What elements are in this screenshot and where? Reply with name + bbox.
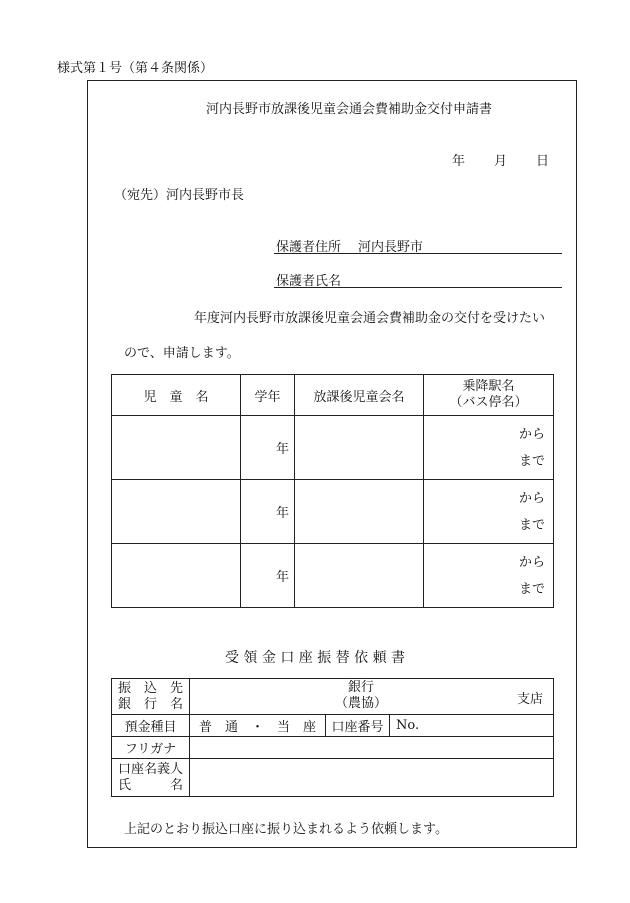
table-row <box>112 416 554 480</box>
bank-destination-label-line2: 銀 行 名 <box>117 696 183 712</box>
header-grade: 学年 <box>241 375 295 416</box>
bank-section-title: 受 領 金 口 座 振 替 依 頼 書 <box>224 650 406 666</box>
date-month-label: 月 <box>494 154 508 169</box>
grade-cell[interactable] <box>241 416 295 480</box>
account-holder-label-line2: 氏 名 <box>117 777 183 793</box>
account-number-input[interactable] <box>390 715 554 737</box>
club-name-cell[interactable] <box>295 480 424 544</box>
child-name-cell[interactable] <box>112 544 241 608</box>
account-holder-row <box>112 759 554 797</box>
guardian-address-label: 保護者住所 <box>276 240 342 255</box>
bank-suffix <box>335 680 387 712</box>
header-station-line1: 乗降駅名 <box>462 379 515 394</box>
station-cell[interactable] <box>424 544 554 608</box>
footer-text: 上記のとおり振込口座に振り込まれるよう依頼します。 <box>124 822 448 837</box>
form-title: 河内長野市放課後児童会通会費補助金交付申請書 <box>206 102 493 117</box>
guardian-name-label: 保護者氏名 <box>276 274 342 289</box>
station-to: まで <box>518 517 545 533</box>
bank-destination-row <box>112 679 554 715</box>
furigana-label: フリガナ <box>112 737 190 759</box>
account-holder-input[interactable] <box>190 759 554 797</box>
station-to: まで <box>518 581 545 597</box>
grade-suffix: 年 <box>275 442 289 457</box>
station-cell[interactable] <box>424 480 554 544</box>
table-row <box>112 480 554 544</box>
children-table <box>111 374 554 608</box>
account-number-label: 口座番号 <box>326 715 390 737</box>
guardian-name-underline <box>274 287 562 288</box>
guardian-address-underline <box>274 253 562 254</box>
account-holder-label-line1: 口座名義人 <box>117 761 183 777</box>
club-name-cell[interactable] <box>295 416 424 480</box>
date-day-label: 日 <box>536 154 550 169</box>
date-year-label: 年 <box>452 154 466 169</box>
grade-cell[interactable] <box>241 480 295 544</box>
station-from: から <box>518 554 545 570</box>
branch-suffix: 支店 <box>517 692 544 707</box>
club-name-cell[interactable] <box>295 544 424 608</box>
grade-suffix: 年 <box>275 506 289 521</box>
deposit-type-label: 預金種目 <box>112 715 190 737</box>
guardian-address-value: 河内長野市 <box>358 240 424 255</box>
bank-table <box>111 678 554 797</box>
form-number: 様式第１号（第４条関係） <box>57 61 214 76</box>
station-cell[interactable] <box>424 416 554 480</box>
deposit-type-options[interactable]: 普 通 ・ 当 座 <box>190 715 326 737</box>
grade-cell[interactable] <box>241 544 295 608</box>
header-child-name: 児 童 名 <box>112 375 241 416</box>
furigana-row <box>112 737 554 759</box>
header-station-line2: （バス停名） <box>449 395 528 410</box>
grade-suffix: 年 <box>275 570 289 585</box>
child-name-cell[interactable] <box>112 480 241 544</box>
header-club-name: 放課後児童会名 <box>295 375 424 416</box>
station-from: から <box>518 426 545 442</box>
station-to: まで <box>518 453 545 469</box>
furigana-input[interactable] <box>190 737 554 759</box>
header-station <box>424 375 554 416</box>
station-from: から <box>518 490 545 506</box>
bank-destination-label <box>112 679 190 715</box>
table-row <box>112 544 554 608</box>
child-name-cell[interactable] <box>112 416 241 480</box>
bank-destination-label-line1: 振 込 先 <box>117 680 183 696</box>
bank-suffix-bank: 銀行 <box>348 680 375 695</box>
children-table-header <box>112 375 554 416</box>
bank-name-input[interactable] <box>190 679 554 715</box>
bank-suffix-agri: （農協） <box>335 696 388 711</box>
account-number-prefix: No. <box>396 718 420 733</box>
deposit-type-row <box>112 715 554 737</box>
addressee: （宛先）河内長野市長 <box>114 188 245 203</box>
body-text-line2: ので、申請します。 <box>124 346 240 361</box>
account-holder-label <box>112 759 190 797</box>
body-text-line1: 年度河内長野市放課後児童会通会費補助金の交付を受けたい <box>194 311 546 326</box>
